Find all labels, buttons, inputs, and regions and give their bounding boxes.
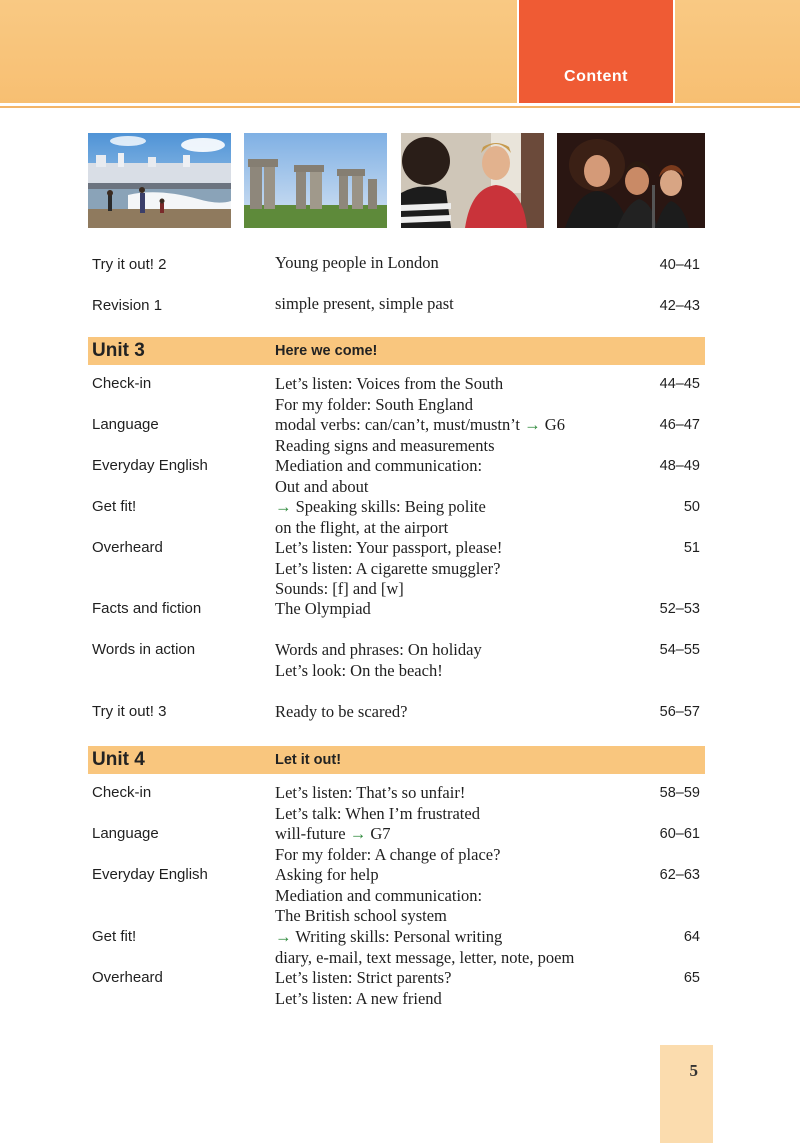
- toc-line: Let’s listen: That’s so unfair!: [275, 783, 466, 802]
- page-number-box: [660, 1045, 713, 1143]
- toc-line: Young people in London: [275, 253, 439, 272]
- teenagers-talking-photo: [401, 133, 544, 228]
- toc-line: modal verbs: can/can’t, must/mustn’t → G6: [275, 415, 565, 434]
- toc-line: The Olympiad: [275, 599, 371, 618]
- toc-section: Everyday English: [92, 866, 208, 883]
- toc-description: [275, 415, 635, 456]
- toc-description: [275, 783, 635, 824]
- toc-line: Reading signs and measurements: [275, 435, 495, 455]
- unit-4-header: [88, 746, 705, 774]
- singers-photo: [557, 133, 705, 228]
- toc-line: Let’s listen: Strict parents?: [275, 968, 452, 987]
- unit-subtitle: Here we come!: [275, 343, 378, 359]
- toc-line: Mediation and communication:: [275, 456, 483, 475]
- toc-line: Let’s look: On the beach!: [275, 660, 443, 680]
- toc-line: Sounds: [f] and [w]: [275, 579, 404, 598]
- stonehenge-photo: [244, 133, 387, 228]
- toc-pages: 52–53: [659, 601, 700, 617]
- toc-line: Let’s talk: When I’m frustrated: [275, 803, 480, 823]
- toc-line: → Speaking skills: Being polite: [275, 497, 486, 516]
- toc-description: [275, 253, 635, 274]
- unit-title: Unit 4: [92, 749, 145, 770]
- toc-section: Revision 1: [92, 297, 163, 314]
- toc-section: Try it out! 3: [92, 703, 167, 720]
- toc-pages: 54–55: [659, 642, 700, 658]
- arrow-icon: →: [349, 824, 367, 843]
- toc-line: Asking for help: [275, 865, 379, 884]
- arrow-icon: →: [275, 927, 292, 946]
- unit-3-header: [88, 337, 705, 365]
- toc-line: diary, e-mail, text message, letter, note, poem: [275, 947, 575, 967]
- toc-pages: 50: [683, 499, 700, 515]
- toc-line: Out and about: [275, 476, 369, 496]
- toc-description: [275, 968, 635, 1009]
- toc-line: simple present, simple past: [275, 294, 454, 313]
- content-tab-label: Content: [564, 68, 628, 85]
- content-tab: [517, 0, 675, 103]
- toc-pages: 56–57: [659, 704, 700, 720]
- toc-description: [275, 599, 635, 620]
- toc-section: Get fit!: [92, 928, 137, 945]
- unit-subtitle: Let it out!: [275, 752, 342, 768]
- toc-description: [275, 497, 635, 538]
- toc-description: [275, 824, 635, 865]
- arrow-icon: →: [524, 415, 541, 434]
- toc-line: Words and phrases: On holiday: [275, 640, 482, 659]
- unit-title: Unit 3: [92, 340, 145, 361]
- arrow-icon: →: [275, 497, 292, 516]
- toc-section: Language: [92, 825, 159, 842]
- toc-pages: 46–47: [659, 417, 700, 433]
- toc-description: [275, 865, 635, 927]
- toc-line: Let’s listen: Voices from the South: [275, 374, 504, 393]
- toc-pages: 65: [683, 970, 700, 986]
- header-band: [0, 0, 800, 103]
- toc-description: [275, 927, 635, 968]
- toc-pages: 51: [683, 540, 700, 556]
- toc-description: [275, 640, 635, 681]
- toc-line: For my folder: South England: [275, 394, 473, 414]
- toc-pages: 40–41: [659, 257, 700, 273]
- toc-line: For my folder: A change of place?: [275, 844, 501, 864]
- toc-pages: 42–43: [659, 298, 700, 314]
- toc-pages: 58–59: [659, 785, 700, 801]
- toc-section: Everyday English: [92, 457, 208, 474]
- brighton-pier-photo: [88, 133, 231, 228]
- toc-section: Check-in: [92, 375, 152, 392]
- toc-section: Get fit!: [92, 498, 137, 515]
- toc-line: Let’s listen: A cigarette smuggler?: [275, 558, 501, 578]
- toc-line: will-future → G7: [275, 824, 391, 843]
- page-number: 5: [689, 1061, 698, 1080]
- toc-section: Check-in: [92, 784, 152, 801]
- toc-line: Let’s listen: Your passport, please!: [275, 538, 503, 557]
- toc-line: Mediation and communication:: [275, 885, 483, 905]
- toc-line: Let’s listen: A new friend: [275, 988, 442, 1008]
- toc-description: [275, 702, 635, 723]
- toc-description: [275, 374, 635, 415]
- toc-section: Overheard: [92, 539, 163, 556]
- toc-section: Language: [92, 416, 159, 433]
- toc-line: Ready to be scared?: [275, 702, 408, 721]
- toc-description: [275, 538, 635, 600]
- toc-line: on the flight, at the airport: [275, 517, 449, 537]
- toc-section: Facts and fiction: [92, 600, 202, 617]
- toc-pages: 64: [683, 929, 700, 945]
- toc-section: Words in action: [92, 641, 196, 658]
- toc-pages: 48–49: [659, 458, 700, 474]
- toc-line: The British school system: [275, 906, 447, 925]
- toc-line: → Writing skills: Personal writing: [275, 927, 503, 946]
- toc-section: Try it out! 2: [92, 256, 167, 273]
- toc-pages: 60–61: [659, 826, 700, 842]
- toc-description: [275, 456, 635, 497]
- toc-pages: 62–63: [659, 867, 700, 883]
- toc-section: Overheard: [92, 969, 163, 986]
- toc-description: [275, 294, 635, 315]
- header-rule: [0, 106, 800, 108]
- toc-pages: 44–45: [659, 376, 700, 392]
